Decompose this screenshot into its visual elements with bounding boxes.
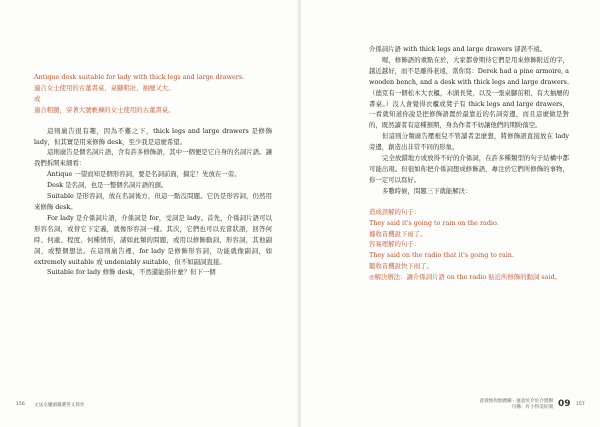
- paragraph: Suitable 是形容詞，放在名詞後方，但這一點沒問題。它仍是形容詞，仍然用來修飾 desk。: [34, 192, 272, 211]
- right-page: [301, 0, 600, 427]
- solution-note: ◎解決辦法：讓介係詞片語 on the radio 貼近所修飾的動詞 said。: [369, 273, 562, 282]
- paragraph: 這則廣告很有趣，因為不難之下，thick legs and large drawers 是修飾 lady，但其實是用來修飾 desk，至少我是這麼希望。: [34, 126, 272, 146]
- paragraph: 完全放錯地方或放得不好的介係詞，在許多種類型的句子結構中都可能出現。但很如你把介係詞想成修飾語，專注於它們所修飾的事物，你一定可以寫好。: [369, 154, 569, 184]
- running-title-line-1: 意義無拘無踴躍・運意於介於介曇樹: [479, 399, 553, 404]
- paragraph: 這則廣告是個名詞片語，含有許多修飾語，其中一個便是它自身的名詞片語。讓我們拆開來細看：: [34, 148, 272, 168]
- example-english: Antique desk suitable for lady with thick legs and large drawers.: [34, 73, 245, 81]
- running-title-right: [449, 399, 553, 410]
- wrong-sentence-chinese: 據收音機說下雨了。: [369, 229, 427, 238]
- right-sentence-chinese: 聽收音機說快下雨了。: [369, 262, 433, 271]
- page-number-right: 157: [576, 402, 585, 407]
- right-column: [369, 44, 569, 283]
- running-title-line-2: 句構：有小得美好開: [511, 404, 553, 410]
- paragraph: 多數時候，問題三下就能解決：: [382, 186, 472, 195]
- right-sentence-english: They said on the radio that it's going to rain.: [369, 251, 514, 260]
- paragraph: Desk 是名詞，也是一整個名詞片語的頭。: [47, 181, 168, 190]
- paragraph: Suitable for lady 修飾 desk，不然還能指什麼？但下一個: [47, 268, 216, 277]
- example-chinese-1: 適合女士使用的古董書桌，桌腳粗壯，抽屜又大。: [34, 83, 175, 92]
- example-or: 或: [34, 94, 41, 103]
- paragraph: 介係詞片語 with thick legs and large drawers 卻誤不遠。: [369, 45, 547, 53]
- chapter-number: 09: [558, 399, 571, 409]
- left-column: [34, 72, 272, 278]
- example-chinese-2: 適合粗腿，穿著大號褻褲的女士使用的古董書桌。: [34, 105, 175, 114]
- paragraph: 喔，修飾語的重點在於，大家都會期待它們是用來修飾附近的字，越近越好，而不是離得老遠，當你寫：Derek had a pine armoire, a wooden bench, and a desk with thick legs and large drawers.（德克有一個松木大衣櫃，木頭長凳，以及一張桌腳茁粗、有大抽屜的書桌。）沒人會覺得衣櫃或凳子有 thick legs and large drawers，一看就知道你說是把修飾語置於最靠近的名詞旁邊，而且這麼做是對的，既然讀者有這種預期，身為作者不妨讓他們的期盼落空。: [369, 55, 569, 130]
- wrong-sentence-label: 造成誤解的句子：: [369, 207, 421, 216]
- wrong-sentence-english: They said it's going to rain on the radio.: [369, 218, 499, 227]
- paragraph: 但這則分類廣告壓根兒不管讀者怎麼想，將修飾語直接放在 lady 旁邊，創造出非常不同的形象。: [369, 132, 569, 152]
- right-sentence-label: 容易理解的句子：: [369, 240, 421, 249]
- page-number-left: 156: [16, 402, 25, 407]
- running-title-left: 文法女魔頭嚴選英文寫作: [34, 403, 85, 408]
- paragraph: For lady 是介係詞片語，介係詞是 for，受詞是 lady。首先，介係詞片語可以形容名詞，或替它下定義，就像形容詞一樣。其次，它們也可以充當狀語，回答何時、何處、程度、何種情形，諸如此類的問題，或用以修飾動詞、形容詞，其他副詞，或整個想法。在這則廣告裡，for lady 是修飾形容詞，功能就像副詞，如 extremely suitable 或 undeniably suitable，但不如副詞直接。: [34, 213, 272, 266]
- left-page: [0, 0, 299, 427]
- paragraph: Antique 一望而知是個形容詞，要是名詞前面，搞定！先放在一旁。: [47, 170, 241, 179]
